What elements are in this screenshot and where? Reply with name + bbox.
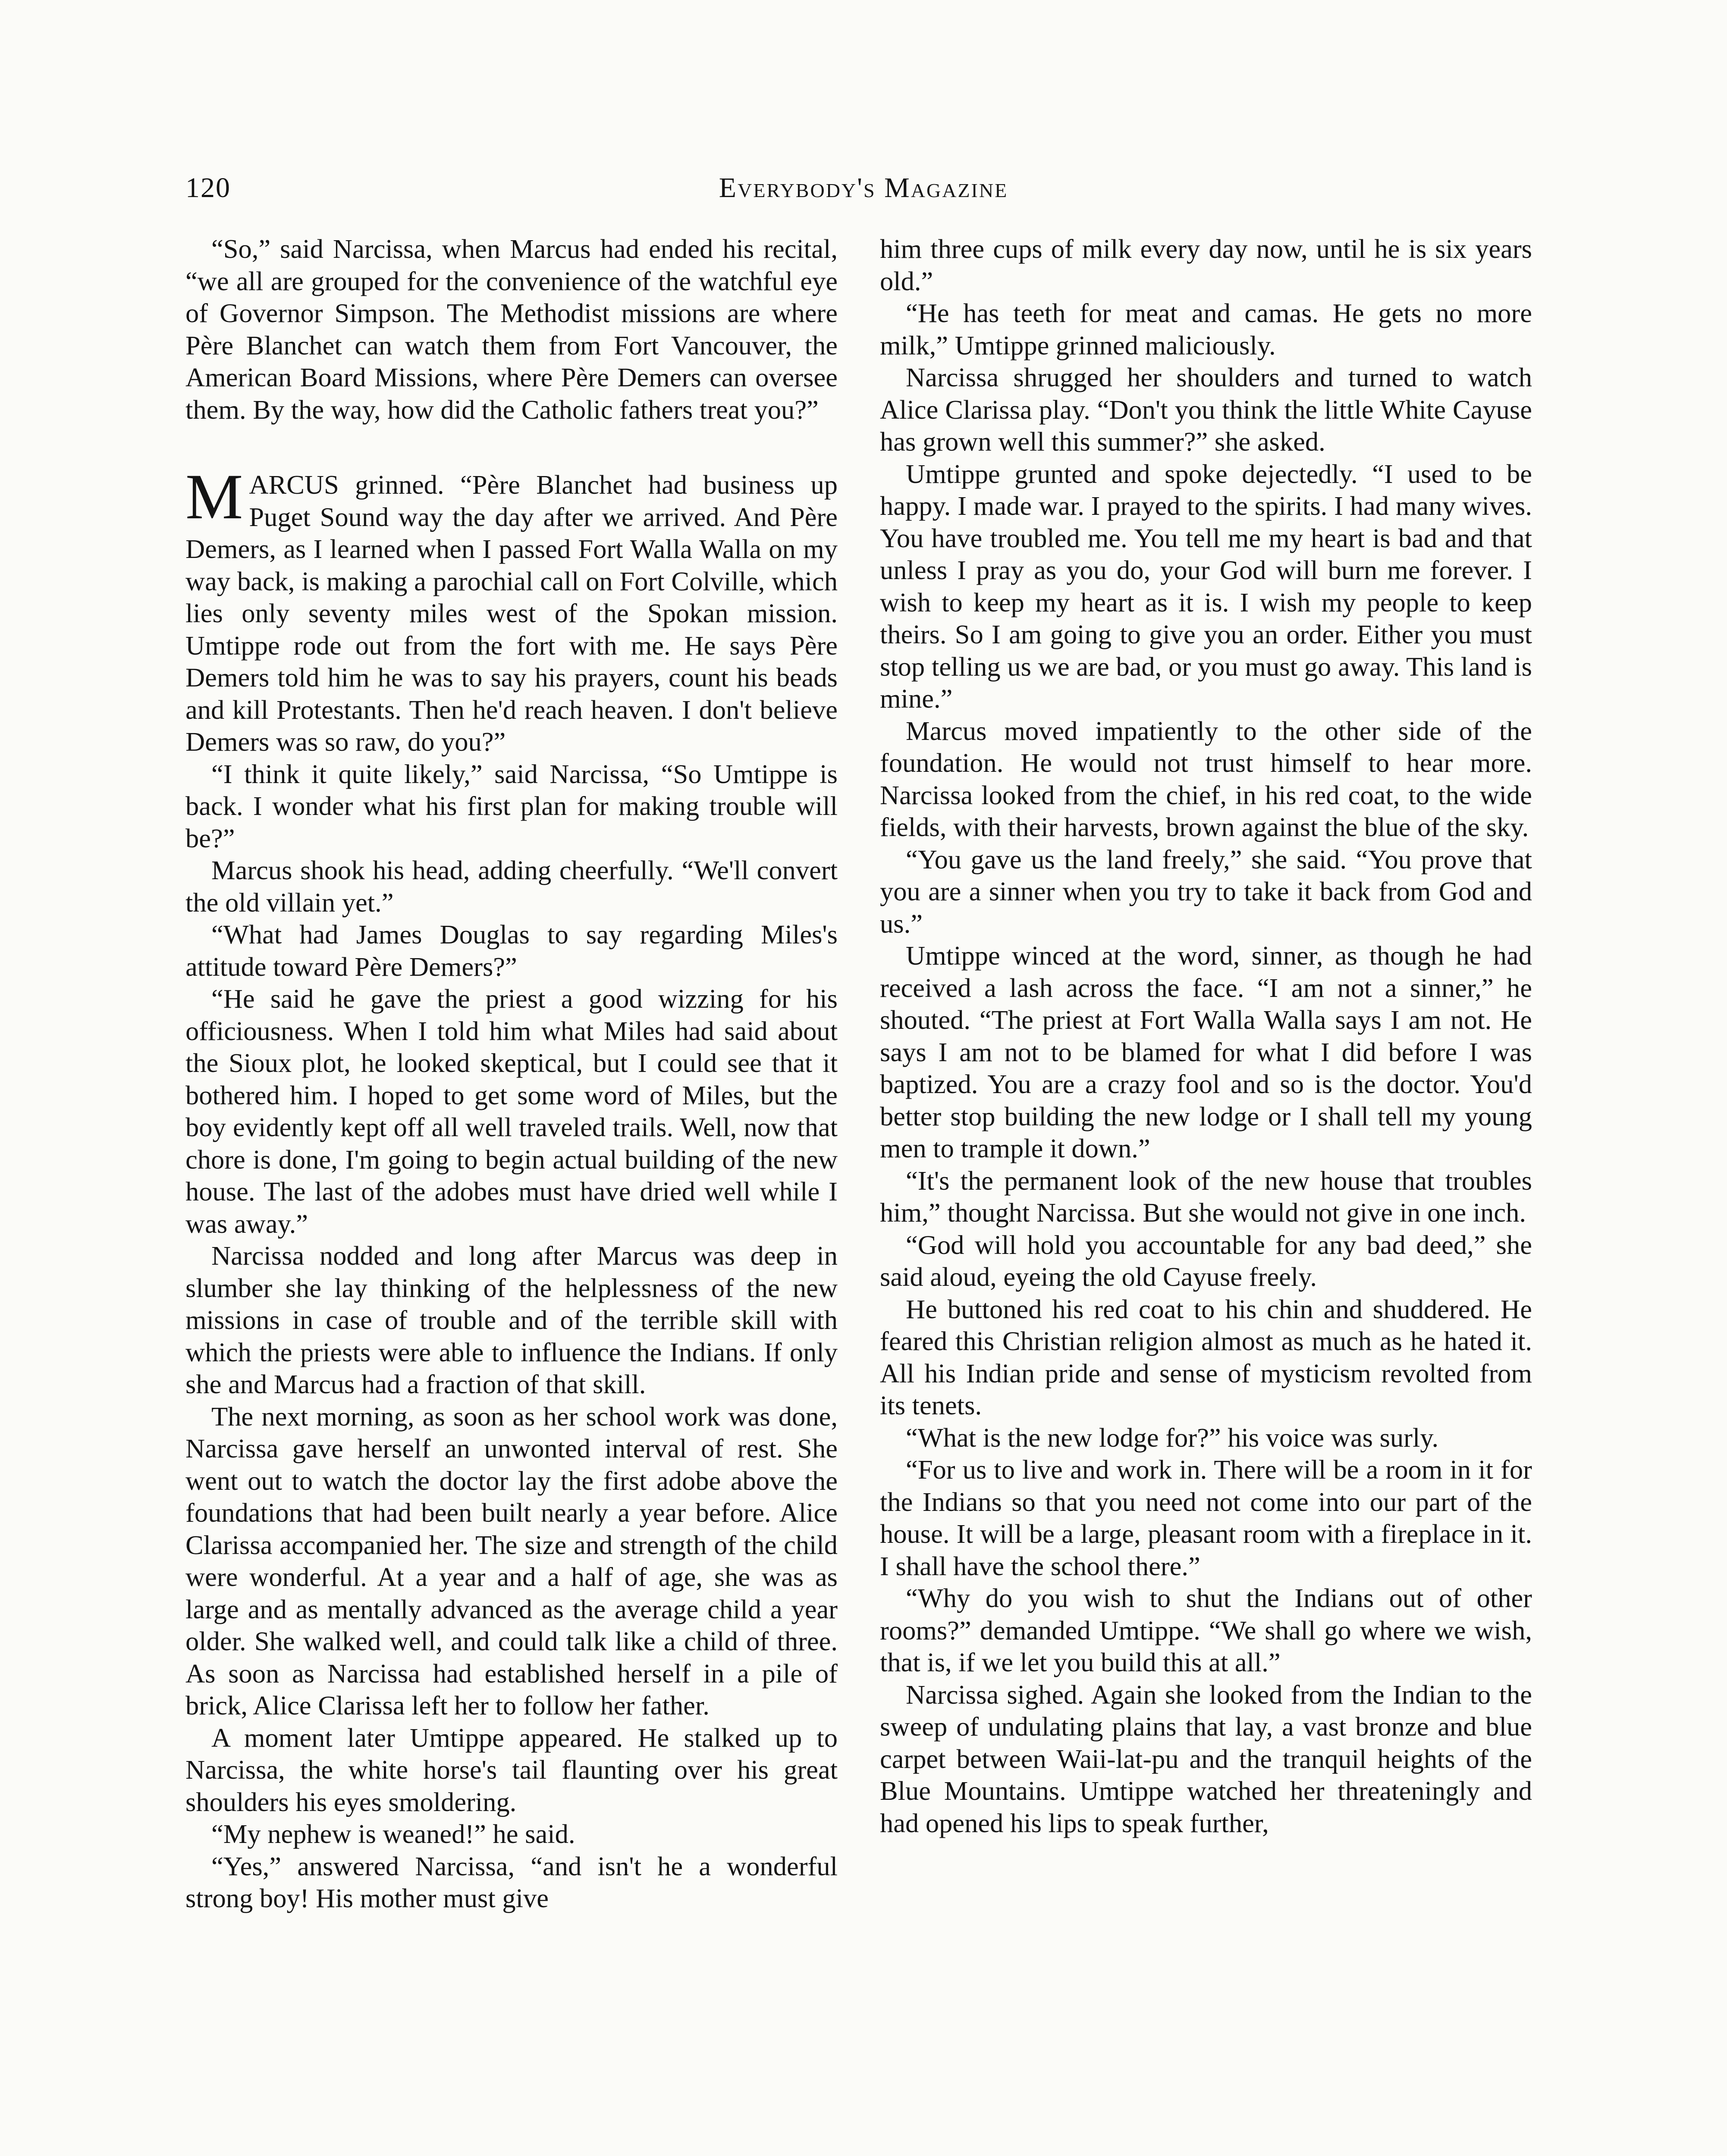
paragraph: Marcus shook his head, adding cheerfully. “We'll convert the old villain yet.”: [185, 855, 838, 918]
paragraph: “What had James Douglas to say regarding Miles's attitude toward Père Demers?”: [185, 919, 838, 982]
paragraph: “I think it quite likely,” said Narcissa, “So Umtippe is back. I wonder what his first plan for making trouble will be?”: [185, 758, 838, 853]
paragraph: Umtippe grunted and spoke dejectedly. “I used to be happy. I made war. I prayed to the spirits. I had many wives. You have troubled me. You tell me my heart is bad and that unless I pray as you do, your God will burn me forever. I wish to keep my heart as it is. I wish my people to keep theirs. So I am going to give you an order. Either you must stop telling us we are bad, or you must go away. This land is mine.”: [880, 458, 1532, 714]
paragraph: “Why do you wish to shut the Indians out of other rooms?” demanded Umtippe. “We shall go where we wish, that is, if we let you build this at all.”: [880, 1583, 1532, 1677]
magazine-title: Everybody's Magazine: [719, 172, 1008, 204]
paragraph: “For us to live and work in. There will be a room in it for the Indians so that you need not come into our part of the house. It will be a large, pleasant room with a fireplace in it. I shall have the school there.”: [880, 1454, 1532, 1581]
right-column: [880, 233, 1532, 1839]
paragraph: “So,” said Narcissa, when Marcus had ended his recital, “we all are grouped for the convenience of the watchful eye of Governor Simpson. The Methodist missions are where Père Blanchet can watch them from Fort Vancouver, the American Board Missions, where Père Demers can oversee them. By the way, how did the Catholic fathers treat you?”: [185, 234, 838, 425]
paragraph: A moment later Umtippe appeared. He stalked up to Narcissa, the white horse's tail flaunting over his great shoulders his eyes smoldering.: [185, 1722, 838, 1817]
paragraph: “Yes,” answered Narcissa, “and isn't he a wonderful strong boy! His mother must give: [185, 1851, 838, 1913]
paragraph: Narcissa nodded and long after Marcus was deep in slumber she lay thinking of the helplessness of the new missions in case of trouble and of the terrible skill with which the priests were able to influence the Indians. If only she and Marcus had a fraction of that skill.: [185, 1241, 838, 1399]
paragraph: He buttoned his red coat to his chin and shuddered. He feared this Christian religion almost as much as he hated it. All his Indian pride and sense of mysticism revolted from its tenets.: [880, 1294, 1532, 1420]
paragraph: Umtippe winced at the word, sinner, as though he had received a lash across the face. “I am not a sinner,” he shouted. “The priest at Fort Walla Walla says I am not. He says I am not to be blamed for what I did before I was baptized. You are a crazy fool and so is the doctor. You'd better stop building the new lodge or I shall tell my young men to trample it down.”: [880, 940, 1532, 1163]
left-column: [185, 233, 838, 1915]
paragraph: Marcus moved impatiently to the other side of the foundation. He would not trust himself to hear more. Narcissa looked from the chief, in his red coat, to the wide fields, with their harvests, brown against the blue of the sky.: [880, 715, 1532, 842]
paragraph: “It's the permanent look of the new house that troubles him,” thought Narcissa. But she would not give in one inch.: [880, 1165, 1532, 1228]
drop-cap: M: [185, 461, 243, 533]
page-header: [0, 172, 1727, 210]
paragraph: Narcissa sighed. Again she looked from the Indian to the sweep of undulating plains that lay, a vast bronze and blue carpet between Waii-lat-pu and the tranquil heights of the Blue Mountains. Umtippe watched her threateningly and had opened his lips to speak further,: [880, 1679, 1532, 1838]
paragraph-text: ARCUS grinned. “Père Blanchet had business up Puget Sound way the day after we arrived. And Père Demers, as I learned when I passed Fort Walla Walla on my way back, is making a parochial call on Fort Colville, which lies only seventy miles west of the Spokan mission. Umtippe rode out from the fort with me. He says Père Demers told him he was to say his prayers, count his beads and kill Protestants. Then he'd reach heaven. I don't believe Demers was so raw, do you?”: [185, 470, 838, 757]
paragraph: “What is the new lodge for?” his voice was surly.: [906, 1422, 1439, 1453]
paragraph: “My nephew is weaned!” he said.: [211, 1819, 575, 1849]
continued-paragraph: him three cups of milk every day now, until he is six years old.”: [880, 234, 1532, 296]
paragraph: “He has teeth for meat and camas. He gets no more milk,” Umtippe grinned maliciously.: [880, 298, 1532, 360]
section-opening-paragraph: [185, 461, 838, 758]
paragraph: “God will hold you accountable for any bad deed,” she said aloud, eyeing the old Cayuse freely.: [880, 1229, 1532, 1292]
paragraph: “You gave us the land freely,” she said. “You prove that you are a sinner when you try to take it back from God and us.”: [880, 844, 1532, 939]
page-number: 120: [185, 172, 231, 204]
paragraph: Narcissa shrugged her shoulders and turned to watch Alice Clarissa play. “Don't you think the little White Cayuse has grown well this summer?” she asked.: [880, 362, 1532, 457]
paragraph: “He said he gave the priest a good wizzing for his officiousness. When I told him what Miles had said about the Sioux plot, he looked skeptical, but I could see that it bothered him. I hoped to get some word of Miles, but the boy evidently kept off all well traveled trails. Well, now that chore is done, I'm going to begin actual building of the new house. The last of the adobes must have dried well while I was away.”: [185, 984, 838, 1239]
paragraph: The next morning, as soon as her school work was done, Narcissa gave herself an unwonted interval of rest. She went out to watch the doctor lay the first adobe above the foundations that had been built nearly a year before. Alice Clarissa accompanied her. The size and strength of the child were wonderful. At a year and a half of age, she was as large and as mentally advanced as the average child a year older. She walked well, and could talk like a child of three. As soon as Narcissa had established herself in a pile of brick, Alice Clarissa left her to follow her father.: [185, 1401, 838, 1720]
